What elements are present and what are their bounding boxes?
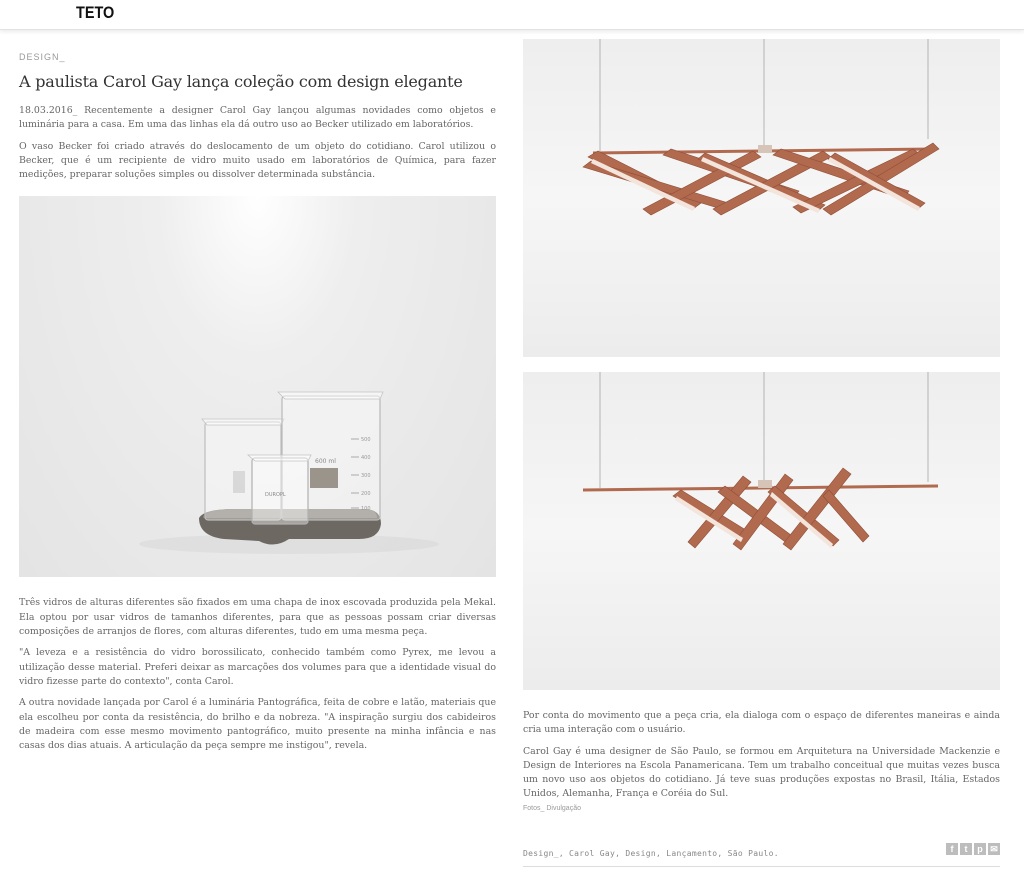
beaker-vase-illustration	[19, 196, 496, 577]
facebook-icon[interactable]: f	[946, 843, 958, 855]
bottom-divider	[523, 866, 1000, 867]
svg-text:500: 500	[361, 437, 371, 444]
pantograph-lamp-illustration-2	[523, 372, 1000, 690]
share-buttons	[946, 843, 1000, 855]
pantograph-lamp-photo-1	[523, 39, 1000, 357]
site-logo[interactable]: TETO	[76, 3, 115, 22]
photo-credit: Fotos_ Divulgação	[523, 804, 581, 812]
article-date: 18.03.2016_	[19, 105, 78, 116]
article-paragraph-7: Carol Gay é uma designer de São Paulo, se formou em Arquitetura na Universidade Mackenzie e Design de Interiores na Escola Panamericana. Tem um trabalho conceitual que muitas vezes busca um novo uso aos objetos do cotidiano. Já teve suas produções expostas no Brasil, Itália, Estados Unidos, Alemanha, França e Coréia do Sul.	[523, 745, 1000, 800]
svg-text:200: 200	[361, 491, 371, 498]
svg-text:100: 100	[361, 506, 371, 513]
article-left-column	[19, 52, 496, 753]
article-paragraph-2: O vaso Becker foi criado através do deslocamento de um objeto do cotidiano. Carol utilizou o Becker, que é um recipiente de vidro muito usado em laboratórios de Química, para fazer medições, preparar soluções simples ou dissolver determinada substância.	[19, 140, 496, 181]
beaker-volume-label: 600 ml	[315, 458, 336, 466]
article-title: A paulista Carol Gay lança coleção com design elegante	[19, 72, 463, 91]
article-category[interactable]: DESIGN_	[19, 52, 66, 62]
article-paragraph-5: A outra novidade lançada por Carol é a luminária Pantográfica, feita de cobre e latão, materiais que ela escolheu por conta da resistência, do brilho e da nobreza. "A inspiração surgiu dos cabideiros de madeira com esse mesmo movimento pantográfico, muito presente na minha infância e nas casas dos dias atuais. A articulação da peça sempre me instigou", revela.	[19, 697, 496, 752]
intro-text: Recentemente a designer Carol Gay lançou algumas novidades como objetos e luminária para a casa. Em uma das linhas ela dá outro uso ao Becker utilizado em laboratórios.	[19, 105, 496, 131]
email-icon[interactable]: ✉	[988, 843, 1000, 855]
pantograph-lamp-photo-2	[523, 372, 1000, 690]
article-paragraph-4: "A leveza e a resistência do vidro borossilicato, conhecido também como Pyrex, me levou a utilização desse material. Preferi deixar as marcações dos volumes para que a identidade visual do vidro fizesse parte do contexto", conta Carol.	[19, 647, 496, 687]
article-paragraph-3: Três vidros de alturas diferentes são fixados em uma chapa de inox escovada produzida pela Mekal. Ela optou por usar vidros de tamanhos diferentes, para que as pessoas possam criar diversas composições de arranjos de flores, com alturas diferentes, tudo em uma mesma peça.	[19, 597, 496, 638]
pantograph-lamp-illustration-1	[523, 39, 1000, 357]
twitter-icon[interactable]: t	[960, 843, 972, 855]
beaker-vase-photo	[19, 196, 496, 577]
top-bar	[0, 0, 1024, 30]
article-paragraph-6: Por conta do movimento que a peça cria, ela dialoga com o espaço de diferentes maneiras e ainda cria uma interação com o usuário.	[523, 710, 1000, 736]
svg-text:400: 400	[361, 455, 371, 462]
article-intro	[19, 104, 496, 133]
article-tags[interactable]: Design_, Carol Gay, Design, Lançamento, São Paulo.	[523, 849, 779, 858]
small-beaker-mark: DUROPL	[265, 492, 286, 499]
svg-text:300: 300	[361, 473, 371, 480]
article-right-column	[523, 39, 1000, 812]
pinterest-icon[interactable]: p	[974, 843, 986, 855]
